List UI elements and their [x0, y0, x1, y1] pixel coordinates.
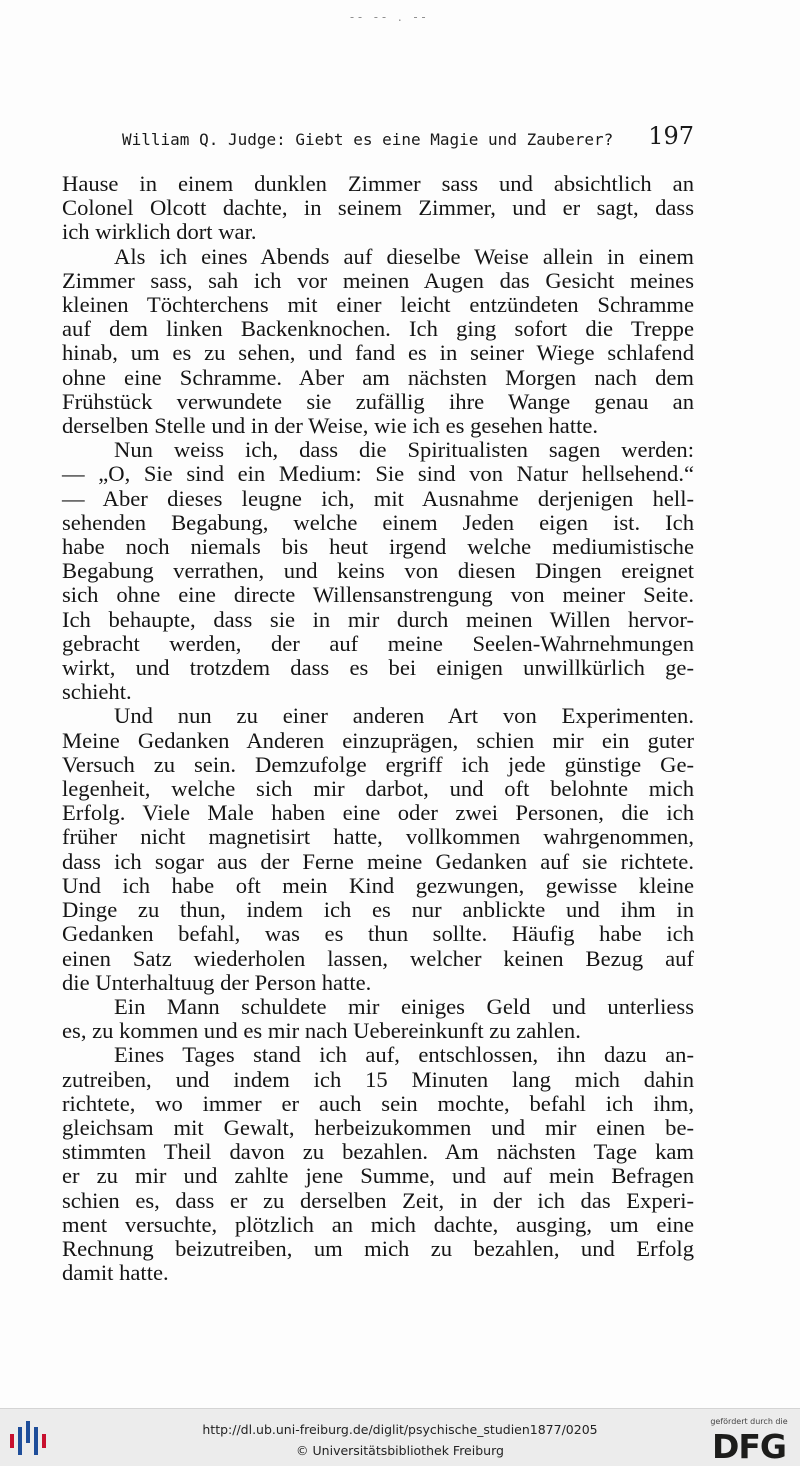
text-line: Und ich habe oft mein Kind gezwungen, gewisse kleine [62, 872, 694, 898]
text-line: ich wirklich dort war. [62, 219, 257, 245]
text-line: einen Satz wiederholen lassen, welcher keinen Bezug auf [62, 945, 694, 971]
page-number: 197 [648, 122, 694, 150]
text-line: Zimmer sass, sah ich vor meinen Augen das Gesicht meines [62, 267, 694, 293]
text-line: gleichsam mit Gewalt, herbeizukommen und mir einen be- [62, 1114, 694, 1140]
text-line: ment versuchte, plötzlich an mich dachte, ausging, um eine [62, 1211, 694, 1237]
text-line: sehenden Begabung, welche einem Jeden eigen ist. Ich [62, 509, 694, 535]
dfg-logo-text: DFG [711, 1427, 787, 1461]
text-line: Gedanken befahl, was es thun sollte. Häufig habe ich [62, 921, 694, 947]
text-line: Und nun zu einer anderen Art von Experimenten. [114, 703, 694, 729]
text-line: habe noch niemals bis heut irgend welche mediumistische [62, 534, 694, 560]
text-line: damit hatte. [62, 1260, 169, 1286]
text-line: wirkt, und trotzdem dass es bei einigen unwillkürlich ge- [62, 655, 694, 681]
text-line: er zu mir und zahlte jene Summe, und auf mein Befragen [62, 1163, 694, 1189]
text-line: Als ich eines Abends auf dieselbe Weise allein in einem [114, 243, 694, 269]
scan-artifact-marks: -- -- . -- [350, 10, 430, 24]
text-line: — „O, Sie sind ein Medium: Sie sind von Natur hellsehend.“ [62, 461, 694, 487]
text-line: die Unterhaltuug der Person hatte. [62, 969, 372, 995]
running-head [122, 122, 696, 152]
text-line: Rechnung beizutreiben, um mich zu bezahlen, und Erfolg [62, 1235, 694, 1261]
dfg-logo-icon[interactable] [706, 1427, 792, 1461]
text-line: Ich behaupte, dass sie in mir durch meinen Willen hervor- [62, 606, 694, 632]
text-line: Nun weiss ich, dass die Spiritualisten sagen werden: [114, 437, 694, 463]
text-line: hinab, um es zu sehen, und fand es in seiner Wiege schlafend [62, 340, 694, 366]
text-line: stimmten Theil davon zu bezahlen. Am nächsten Tage kam [62, 1139, 694, 1165]
text-line: kleinen Töchterchens mit einer leicht entzündeten Schramme [62, 292, 694, 318]
text-line: es, zu kommen und es mir nach Uebereinkunft zu zahlen. [62, 1018, 581, 1044]
permalink-url[interactable]: http://dl.ub.uni-freiburg.de/diglit/psychische_studien1877/0205 [202, 1422, 598, 1437]
copyright-notice: © Universitätsbibliothek Freiburg [296, 1443, 504, 1458]
text-line: auf dem linken Backenknochen. Ich ging sofort die Treppe [62, 316, 694, 342]
text-line: Ein Mann schuldete mir einiges Geld und unterliess [114, 993, 694, 1019]
text-line: — Aber dieses leugne ich, mit Ausnahme derjenigen hell- [62, 485, 694, 511]
text-line: Meine Gedanken Anderen einzuprägen, schien mir ein guter [62, 727, 694, 753]
viewer-footer [0, 1408, 800, 1466]
text-line: Hause in einem dunklen Zimmer sass und absichtlich an [62, 171, 694, 196]
text-line: Eines Tages stand ich auf, entschlossen, ihn dazu an- [114, 1042, 694, 1068]
text-line: sich ohne eine directe Willensanstrengung von meiner Seite. [62, 582, 694, 608]
text-line: zutreiben, und indem ich 15 Minuten lang mich dahin [62, 1066, 694, 1092]
text-line: schien es, dass er zu derselben Zeit, in der ich das Experi- [62, 1187, 694, 1213]
funded-by-label: gefördert durch die [710, 1417, 788, 1426]
running-title: William Q. Judge: Giebt es eine Magie und Zauberer? [122, 130, 614, 149]
text-line: legenheit, welche sich mir darbot, und oft belohnte mich [62, 776, 694, 802]
text-line: dass ich sogar aus der Ferne meine Gedanken auf sie richtete. [62, 848, 694, 874]
body-text [62, 172, 694, 1285]
text-line: schieht. [62, 679, 132, 705]
text-line: ohne eine Schramme. Aber am nächsten Morgen nach dem [62, 364, 694, 390]
text-line: früher nicht magnetisirt hatte, vollkommen wahrgenommen, [62, 824, 694, 850]
text-line: Colonel Olcott dachte, in seinem Zimmer, und er sagt, dass [62, 195, 694, 221]
text-line: Erfolg. Viele Male haben eine oder zwei Personen, die ich [62, 800, 694, 826]
text-line: derselben Stelle und in der Weise, wie ich es gesehen hatte. [62, 413, 599, 439]
text-line: Dinge zu thun, indem ich es nur anblickte und ihm in [62, 897, 694, 923]
text-line: Versuch zu sein. Demzufolge ergriff ich jede günstige Ge- [62, 751, 694, 777]
text-line: Begabung verrathen, und keins von diesen Dingen ereignet [62, 558, 694, 584]
text-line: Frühstück verwundete sie zufällig ihre Wange genau an [62, 388, 694, 414]
text-line: richtete, wo immer er auch sein mochte, befahl ich ihm, [62, 1090, 694, 1116]
text-line: gebracht werden, der auf meine Seelen-Wahrnehmungen [62, 630, 694, 656]
